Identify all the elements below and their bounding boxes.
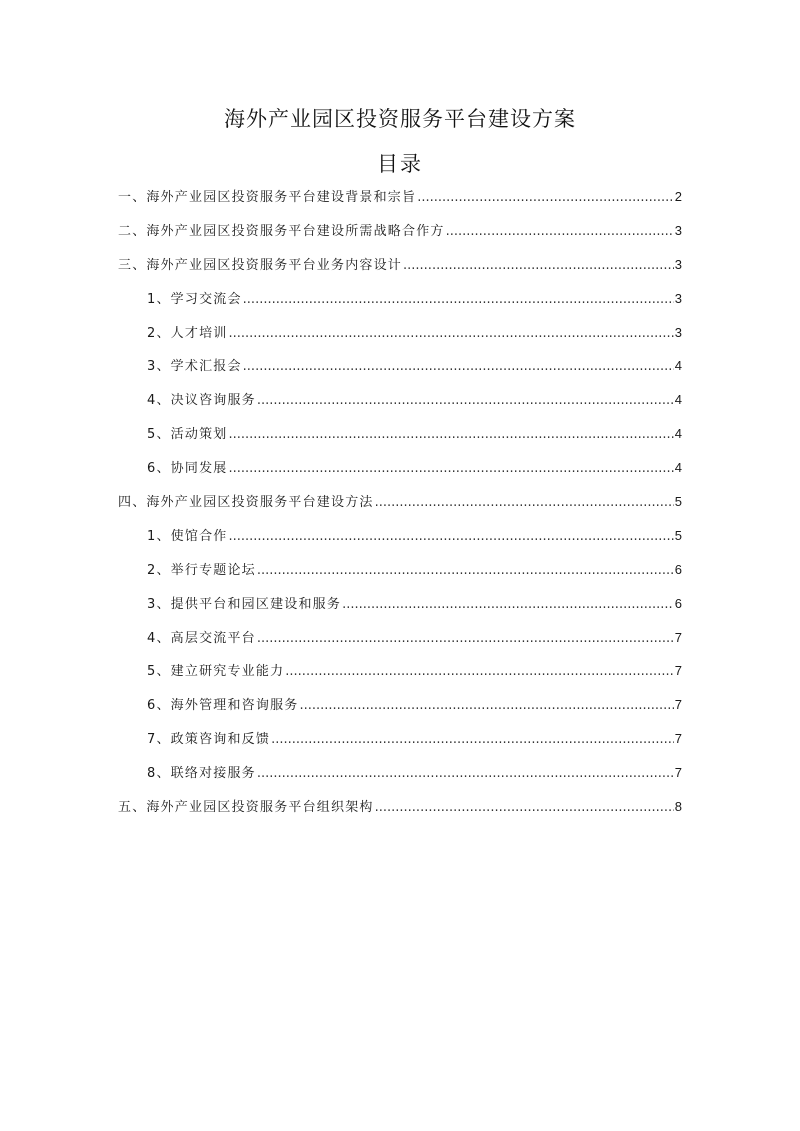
toc-entry-text: 5、建立研究专业能力 (147, 664, 285, 680)
toc-entry[interactable] (118, 627, 682, 661)
toc-entry-text: 8、联络对接服务 (147, 766, 256, 782)
toc-entry-text: 1、学习交流会 (147, 291, 242, 307)
toc-page-number: 7 (674, 629, 682, 645)
dot-leader (446, 222, 674, 242)
dot-leader (285, 662, 673, 682)
toc-page-number: 2 (674, 189, 682, 204)
dot-leader (375, 798, 674, 818)
toc-entry[interactable] (118, 355, 682, 389)
dot-leader (228, 324, 673, 344)
toc-entry[interactable] (118, 389, 682, 423)
dot-leader (257, 629, 674, 649)
toc-entry[interactable] (118, 796, 682, 830)
toc-entry-text: 四、海外产业园区投资服务平台建设方法 (118, 495, 374, 511)
toc-entry-text: 4、高层交流平台 (147, 630, 256, 646)
toc-page-number: 3 (674, 222, 682, 238)
toc-entry[interactable] (118, 762, 682, 796)
dot-leader (257, 561, 674, 581)
dot-leader (257, 391, 674, 411)
toc-entry-text: 7、政策咨询和反馈 (147, 732, 271, 748)
toc-entry[interactable] (118, 491, 682, 525)
toc-entry[interactable] (118, 660, 682, 694)
dot-leader (243, 357, 674, 377)
dot-leader (271, 730, 674, 750)
toc-entry[interactable] (118, 322, 682, 356)
dot-leader (228, 425, 673, 445)
toc-page-number: 4 (674, 392, 682, 408)
toc-entry-text: 一、海外产业园区投资服务平台建设背景和宗旨 (118, 190, 417, 205)
toc-page-number: 5 (674, 494, 682, 510)
dot-leader (417, 188, 674, 208)
toc-entry[interactable] (118, 220, 682, 254)
toc-entry-text: 4、决议咨询服务 (147, 393, 256, 409)
toc-page-number: 4 (674, 460, 682, 476)
toc-entry-text: 5、活动策划 (147, 427, 228, 443)
dot-leader (403, 256, 674, 276)
dot-leader (228, 459, 673, 479)
toc-entry[interactable] (118, 457, 682, 491)
dot-leader (342, 595, 674, 615)
dot-leader (299, 696, 673, 716)
toc-page-number: 8 (674, 799, 682, 815)
dot-leader (257, 764, 674, 784)
toc-entry[interactable] (118, 423, 682, 457)
toc-entry-text: 二、海外产业园区投资服务平台建设所需战略合作方 (118, 223, 445, 239)
toc-entry-text: 2、举行专题论坛 (147, 562, 256, 578)
toc-entry-text: 3、学术汇报会 (147, 359, 242, 375)
toc-entry-text: 6、协同发展 (147, 461, 228, 477)
dot-leader (375, 493, 674, 513)
toc-entry-text: 3、提供平台和园区建设和服务 (147, 596, 342, 612)
toc-page-number: 6 (674, 595, 682, 611)
toc-page-number: 7 (674, 765, 682, 781)
toc-page-number: 7 (674, 663, 682, 679)
toc-entry[interactable] (118, 254, 682, 288)
toc-entry[interactable] (118, 288, 682, 322)
dot-leader (228, 527, 673, 547)
toc-page-number: 7 (674, 731, 682, 747)
toc-entry[interactable] (118, 694, 682, 728)
toc-entry[interactable] (118, 559, 682, 593)
toc-entry[interactable] (118, 525, 682, 559)
toc-heading: 目录 (377, 152, 423, 176)
toc-page-number: 6 (674, 561, 682, 577)
toc-entry-text: 三、海外产业园区投资服务平台业务内容设计 (118, 257, 403, 273)
toc-entry[interactable] (118, 593, 682, 627)
toc-entry[interactable] (118, 186, 682, 220)
table-of-contents (118, 186, 682, 830)
toc-entry-text: 五、海外产业园区投资服务平台组织架构 (118, 800, 374, 816)
toc-entry-text: 1、使馆合作 (147, 528, 228, 544)
toc-page-number: 3 (674, 256, 682, 272)
document-title: 海外产业园区投资服务平台建设方案 (224, 107, 576, 131)
toc-page-number: 3 (674, 324, 682, 340)
toc-page-number: 7 (674, 697, 682, 713)
toc-entry-text: 2、人才培训 (147, 325, 228, 341)
toc-page-number: 4 (674, 426, 682, 442)
toc-page-number: 4 (674, 358, 682, 374)
toc-entry-text: 6、海外管理和咨询服务 (147, 698, 299, 714)
toc-entry[interactable] (118, 728, 682, 762)
toc-page-number: 5 (674, 527, 682, 543)
dot-leader (243, 290, 674, 310)
toc-page-number: 3 (674, 290, 682, 306)
